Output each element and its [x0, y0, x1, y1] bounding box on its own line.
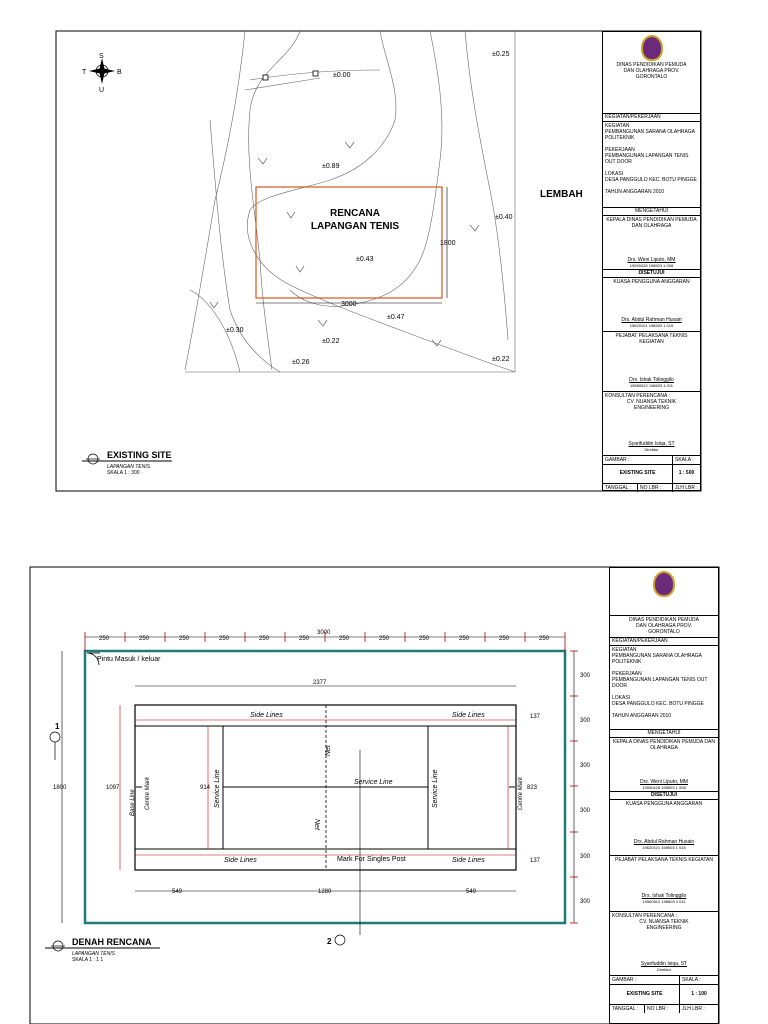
gambar-header	[610, 976, 718, 985]
consultant-firm: ENGINEERING	[633, 405, 669, 411]
compass-south: U	[99, 87, 105, 94]
survey-marker	[263, 75, 268, 80]
consultant-cell	[603, 392, 700, 456]
signature-1	[603, 216, 700, 270]
disetujui-header: DISETUJUI	[610, 792, 718, 800]
gate-label: Pintu Masuk / keluar	[97, 656, 161, 663]
mengetahui-header: MENGETAHUI	[603, 208, 700, 216]
tahun-anggaran: TAHUN ANGGARAN 2010	[605, 189, 665, 195]
signatory-3: Drs. Ishak Tolinggilo	[641, 893, 687, 899]
agency-cell	[610, 568, 718, 616]
elevation-label: ±0.26	[292, 359, 310, 366]
signatory-2: Drs. Abdul Rahman Husain	[633, 839, 695, 845]
dim-segment: 250	[499, 636, 510, 642]
signature-2	[603, 278, 700, 332]
signatory-2: Drs. Abdul Rahman Husain	[621, 317, 682, 323]
elevation-label: ±0.30	[226, 327, 244, 334]
position-1: KEPALA DINAS PENDIDIKAN PEMUDA DAN OLAHRAGA	[606, 217, 697, 229]
nip-2: 19620101 198903 1 015	[642, 845, 686, 850]
dim-300: 300	[580, 808, 591, 814]
nip-2: 19620101 198903 1 015	[629, 323, 674, 328]
lokasi-label: LOKASI	[605, 171, 624, 177]
pekerjaan-value: PEMBANGUNAN LAPANGAN TENIS OUT DOOR	[612, 677, 708, 689]
project-info	[603, 122, 700, 208]
consultant-label: KONSULTAN PERENCANA :	[605, 393, 670, 399]
signature-2	[610, 800, 718, 856]
dim-segment: 250	[259, 636, 270, 642]
dim-1097: 1097	[106, 785, 120, 791]
consultant-firm: CV. NUANSA TEKNIK	[639, 919, 689, 925]
compass-rose-icon	[89, 58, 115, 84]
pekerjaan-value: PEMBANGUNAN LAPANGAN TENIS OUT DOOR	[605, 153, 689, 165]
position-1: KEPALA DINAS PENDIDIKAN PEMUDA DAN OLAHRAGA	[613, 739, 715, 751]
dim-300: 300	[580, 854, 591, 860]
dim-914: 914	[200, 785, 211, 791]
dim-549: 549	[172, 889, 183, 895]
consultant-label: KONSULTAN PERENCANA :	[612, 913, 677, 919]
tahun-anggaran: TAHUN ANGGARAN 2010	[612, 713, 672, 719]
sheet1-scale: SKALA 1 : 300	[107, 470, 140, 476]
consultant-firm: CV. NUANSA TEKNIK	[626, 399, 677, 405]
section-symbol-icon	[86, 454, 100, 464]
signatory-1: Drs. Weni Liputo, MM	[640, 779, 688, 785]
mengetahui-header: MENGETAHUI	[610, 730, 718, 738]
section-marker-icon	[50, 732, 60, 760]
signatory-3: Drs. Ishak Tolinggilo	[629, 377, 674, 383]
dim-segment: 250	[459, 636, 470, 642]
elevation-label: ±0.22	[492, 356, 510, 363]
dim-segment: 250	[219, 636, 230, 642]
dim-1800: 1800	[53, 785, 67, 791]
disetujui-header: DISETUJUI	[603, 270, 700, 278]
elevation-label: ±0.40	[495, 214, 513, 221]
section-1-label: 1	[55, 722, 60, 731]
skala-value: 1 : 100	[691, 991, 707, 997]
dim-segment: 250	[99, 636, 110, 642]
dim-top-total: 3000	[317, 630, 331, 636]
dim-300: 300	[580, 763, 591, 769]
agency-name: DAN OLAHRAGA PROV.	[623, 68, 680, 74]
dim-300: 300	[580, 673, 591, 679]
kegiatan-header: KEGIATAN/PEKERJAAN	[603, 114, 700, 122]
dim-segment: 250	[179, 636, 190, 642]
director-title: Direktur	[656, 967, 671, 972]
dim-300: 300	[580, 718, 591, 724]
lokasi-value: DESA PANGGULO KEC. BOTU PINGGE	[605, 177, 697, 183]
dim-segment: 250	[419, 636, 430, 642]
elevation-label: ±0.89	[322, 163, 340, 170]
dim-549: 549	[466, 889, 477, 895]
skala-value: 1 : 500	[678, 470, 695, 476]
nip-3: 19580512 198603 1 011	[629, 383, 674, 388]
consultant-cell	[610, 912, 718, 976]
director-title: Direktur	[644, 447, 659, 452]
dim-segment: 250	[299, 636, 310, 642]
no-lembar-label: NO LBR :	[638, 484, 673, 492]
tanggal-label: TANGGAL :	[610, 1005, 645, 1013]
plan-label-line1: RENCANA	[330, 208, 380, 219]
agency-logo-icon	[641, 35, 663, 61]
gambar-value: EXISTING SITE	[610, 985, 680, 1004]
kegiatan-value: POLITEKNIK	[612, 659, 642, 665]
dim-segment: 250	[539, 636, 550, 642]
nip-3: 19580512 198603 1 011	[642, 899, 686, 904]
title-block	[609, 567, 719, 1024]
service-line-label: Service Line	[214, 769, 221, 808]
lokasi-label: LOKASI	[612, 695, 631, 701]
agency-name: DAN OLAHRAGA PROV.	[636, 623, 692, 629]
position-3: PEJABAT PELAKSANA TEKNIS KEGIATAN	[615, 857, 713, 863]
net-label: Net	[325, 745, 332, 756]
agency-cell	[603, 32, 700, 114]
consultant-director: Syarifuddin Isiqa, ST	[640, 961, 688, 967]
sheet2-scale: SKALA 1 : 1 1	[72, 957, 104, 963]
section-symbol-icon	[51, 941, 65, 951]
dim-2377: 2377	[313, 680, 327, 686]
lembah-label: LEMBAH	[540, 189, 583, 200]
dim-height: 1800	[440, 240, 456, 247]
agency-name-cell	[610, 616, 718, 638]
kegiatan-header: KEGIATAN/PEKERJAAN	[610, 638, 718, 646]
pekerjaan-label: PEKERJAAN	[612, 671, 642, 677]
sheet-info	[610, 1005, 718, 1013]
section-2-label: 2	[327, 937, 332, 946]
gambar-values	[603, 465, 700, 484]
dim-segment: 250	[379, 636, 390, 642]
agency-logo-icon	[653, 571, 675, 597]
gambar-header	[603, 456, 700, 465]
project-info	[610, 646, 718, 730]
compass-north: S	[99, 53, 104, 60]
net-label: Net	[313, 819, 320, 830]
kegiatan-value: POLITEKNIK	[605, 135, 635, 141]
consultant-firm: ENGINEERING	[646, 925, 682, 931]
nip-1: 19590428 198503 1 008	[642, 785, 686, 790]
plan-label-line2: LAPANGAN TENIS	[310, 221, 400, 232]
kegiatan-value: PEMBANGUNAN SARANA OLAHRAGA	[605, 129, 696, 135]
gambar-value: EXISTING SITE	[603, 465, 673, 483]
signature-1	[610, 738, 718, 792]
signatory-1: Drs. Weni Liputo, MM	[627, 257, 676, 263]
agency-name: DINAS PENDIDIKAN PEMUDA	[628, 617, 699, 623]
pekerjaan-label: PEKERJAAN	[605, 147, 635, 153]
lokasi-value: DESA PANGGULO KEC. BOTU PINGGE	[612, 701, 704, 707]
dim-823: 823	[527, 785, 538, 791]
agency-name: GORONTALO	[635, 74, 668, 80]
jumlah-lembar-label: JLH LBR :	[675, 485, 698, 491]
sheet-info	[603, 484, 700, 492]
position-2: KUASA PENGGUNA ANGGARAN	[613, 279, 690, 285]
elevation-label: ±0.47	[387, 314, 405, 321]
skala-label: SKALA :	[675, 457, 694, 463]
title-block	[602, 31, 701, 491]
kegiatan-value: PEMBANGUNAN SARANA OLAHRAGA	[612, 653, 703, 659]
contour-lines	[185, 31, 515, 372]
skala-label: SKALA :	[682, 977, 701, 983]
kegiatan-label: KEGIATAN	[612, 647, 637, 653]
sheet1-title: EXISTING SITE	[107, 450, 172, 460]
dim-1280: 1280	[318, 889, 332, 895]
dim-segment: 250	[139, 636, 150, 642]
signature-3	[603, 332, 700, 392]
side-lines-label: Side Lines	[224, 857, 257, 864]
agency-name: GORONTALO	[648, 629, 680, 635]
centre-mark-label: Centre Mark	[518, 776, 524, 810]
compass-west: T	[82, 69, 87, 76]
agency-name: DINAS PENDIDIKAN PEMUDA	[616, 62, 687, 68]
gambar-label: GAMBAR :	[610, 976, 680, 984]
gambar-label: GAMBAR :	[603, 456, 673, 464]
sheet2-title: DENAH RENCANA	[72, 937, 152, 947]
survey-marker	[313, 71, 318, 76]
gambar-values	[610, 985, 718, 1005]
dim-137: 137	[530, 714, 541, 720]
dim-300: 300	[580, 899, 591, 905]
service-line-label: Service Line	[354, 779, 393, 786]
service-line-label: Service Line	[432, 769, 439, 808]
no-lembar-label: NO LBR :	[645, 1005, 680, 1013]
jumlah-lembar-label: JLH LBR :	[682, 1006, 705, 1012]
sheet2-subtitle: LAPANGAN TENIS	[72, 951, 115, 957]
sheet1-subtitle: LAPANGAN TENIS	[107, 464, 150, 470]
elevation-label: ±0.22	[322, 338, 340, 345]
side-lines-label: Side Lines	[250, 712, 283, 719]
side-lines-label: Side Lines	[452, 712, 485, 719]
base-line-label: Base Line	[130, 789, 136, 816]
singles-mark-label: Mark For Singles Post	[337, 856, 406, 863]
dim-segment: 250	[339, 636, 350, 642]
side-lines-label: Side Lines	[452, 857, 485, 864]
tanggal-label: TANGGAL :	[603, 484, 638, 492]
kegiatan-label: KEGIATAN	[605, 123, 630, 129]
position-2: KUASA PENGGUNA ANGGARAN	[625, 801, 703, 807]
elevation-label: ±0.25	[492, 51, 510, 58]
consultant-director: Syarifuddin Isiqa, ST	[628, 441, 675, 447]
elevation-label: ±0.00	[333, 72, 351, 79]
centre-mark-label: Centre Mark	[145, 776, 151, 810]
signature-3	[610, 856, 718, 912]
position-3: PEJABAT PELAKSANA TEKNIS KEGIATAN	[615, 333, 688, 345]
elevation-label: ±0.43	[356, 256, 374, 263]
compass-east: B	[117, 69, 122, 76]
nip-1: 19590428 198503 1 008	[629, 263, 674, 268]
dim-width: 3000	[341, 301, 357, 308]
dim-137: 137	[530, 858, 541, 864]
